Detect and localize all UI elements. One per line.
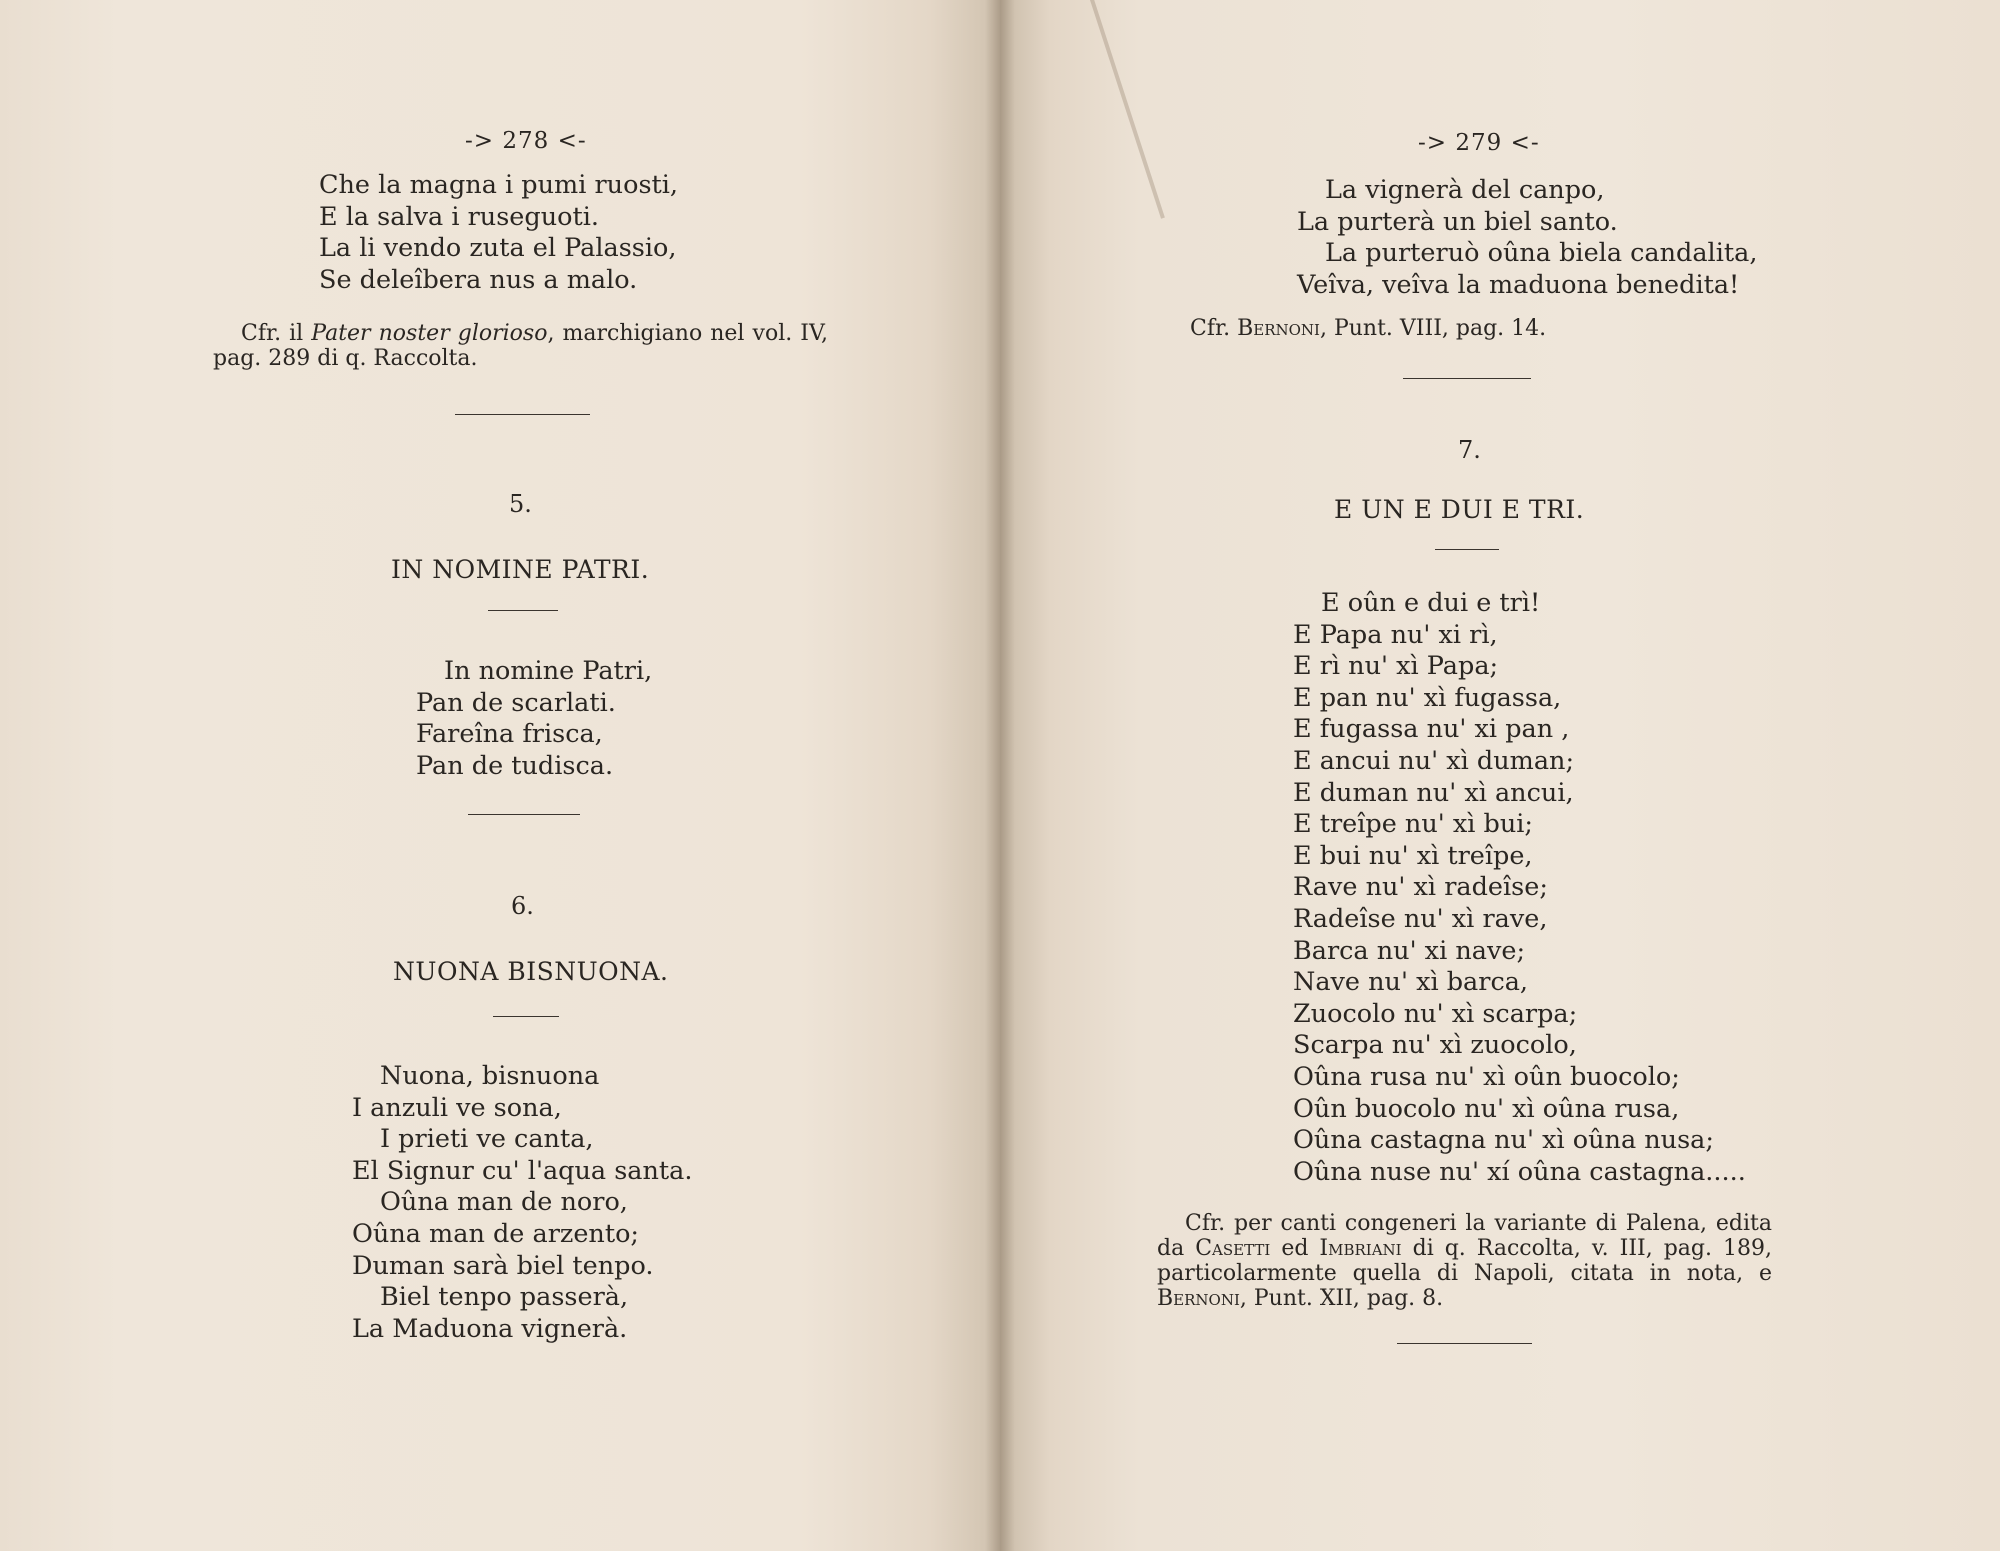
section-number: 7.: [1458, 436, 1481, 464]
verse-line: Veîva, veîva la maduona benedita!: [1297, 269, 1740, 300]
verse-line: Pan de tudisca.: [416, 750, 614, 781]
verse-line: E pan nu' xì fugassa,: [1293, 682, 1562, 713]
verse-line: La Maduona vignerà.: [352, 1313, 628, 1344]
page-number: -> 278 <-: [465, 128, 587, 154]
verse-line: Biel tenpo passerà,: [380, 1282, 629, 1313]
verse-line: La vignerà del canpo,: [1325, 175, 1605, 205]
footnote: Cfr. il Pater noster glorioso, marchigiano nel vol. IV, pag. 289 di q. Raccolta.: [213, 321, 828, 371]
verse-line: Oûna man de arzento;: [352, 1218, 640, 1249]
verse-line: E rì nu' xì Papa;: [1293, 651, 1499, 682]
verse-line: In nomine Patri,: [444, 656, 653, 686]
verse-line: Duman sarà biel tenpo.: [352, 1250, 654, 1281]
footnote: Cfr. Bernoni, Punt. VIII, pag. 14.: [1190, 316, 1547, 341]
verse-line: Zuocolo nu' xì scarpa;: [1293, 998, 1578, 1029]
verse-line: Oûna man de noro,: [380, 1187, 628, 1218]
opening-verse: [1297, 175, 1757, 301]
verse-line: Oûn buocolo nu' xì oûna rusa,: [1293, 1093, 1680, 1124]
verse-line: Pan de scarlati.: [416, 687, 616, 718]
verse-line: E oûn e dui e trì!: [1321, 588, 1541, 618]
cited-title: Pater noster glorioso: [311, 321, 548, 346]
cited-author: Casetti: [1195, 1236, 1271, 1261]
verse-line: I prieti ve canta,: [380, 1124, 594, 1155]
section-verse: [1293, 588, 1746, 1188]
footnote: Cfr. per canti congeneri la variante di Palena, edita da Casetti ed Imbriani di q. Raccolta, v. III, pag. 189, particolarmente quella di Napoli, citata in nota, e Bernoni, Punt. XII, pag. 8.: [1157, 1211, 1772, 1311]
verse-line: La purteruò oûna biela candalita,: [1325, 238, 1758, 269]
verse-line: Rave nu' xì radeîse;: [1293, 872, 1548, 903]
verse-line: E duman nu' xì ancui,: [1293, 777, 1574, 808]
section-number: 5.: [509, 490, 532, 518]
title-rule: [488, 610, 558, 611]
cited-author: Bernoni: [1157, 1286, 1240, 1311]
section-verse: [416, 656, 652, 782]
cited-author: Imbriani: [1319, 1236, 1402, 1261]
title-rule: [1435, 549, 1499, 550]
section-divider: [1397, 1343, 1532, 1344]
verse-line: Nuona, bisnuona: [380, 1061, 600, 1091]
verse-line: E la salva i ruseguoti.: [319, 201, 600, 232]
section-title: NUONA BISNUONA.: [393, 957, 669, 986]
verse-line: Scarpa nu' xì zuocolo,: [1293, 1030, 1577, 1061]
verse-line: I anzuli ve sona,: [352, 1092, 562, 1123]
cited-author: Bernoni: [1237, 316, 1320, 341]
verse-line: Oûna nuse nu' xí oûna castagna.....: [1293, 1156, 1746, 1187]
verse-line: E bui nu' xì treîpe,: [1293, 840, 1533, 871]
verse-line: E ancui nu' xì duman;: [1293, 745, 1575, 776]
verse-line: Oûna rusa nu' xì oûn buocolo;: [1293, 1061, 1680, 1092]
verse-line: Che la magna i pumi ruosti,: [319, 170, 679, 200]
verse-line: Oûna castagna nu' xì oûna nusa;: [1293, 1125, 1714, 1156]
verse-line: Nave nu' xì barca,: [1293, 967, 1529, 998]
title-rule: [493, 1016, 559, 1017]
verse-line: La li vendo zuta el Palassio,: [319, 233, 677, 264]
section-divider: [455, 414, 590, 415]
section-divider: [1403, 378, 1531, 379]
verse-line: E fugassa nu' xi pan ,: [1293, 714, 1570, 745]
section-title: IN NOMINE PATRI.: [391, 555, 650, 584]
opening-verse: [319, 170, 678, 296]
page-number: -> 279 <-: [1418, 130, 1540, 156]
verse-line: El Signur cu' l'aqua santa.: [352, 1155, 693, 1186]
section-divider: [468, 814, 580, 815]
section-number: 6.: [511, 892, 534, 920]
section-verse: [352, 1061, 692, 1345]
verse-line: Se deleîbera nus a malo.: [319, 264, 638, 295]
book-gutter: [985, 0, 1015, 1551]
verse-line: E Papa nu' xi rì,: [1293, 619, 1498, 650]
section-title: E UN E DUI E TRI.: [1334, 495, 1585, 524]
verse-line: Barca nu' xi nave;: [1293, 935, 1526, 966]
verse-line: La purterà un biel santo.: [1297, 206, 1618, 237]
verse-line: Radeîse nu' xì rave,: [1293, 903, 1548, 934]
verse-line: E treîpe nu' xì bui;: [1293, 809, 1534, 840]
right-page: [1000, 0, 2000, 1551]
verse-line: Fareîna frisca,: [416, 719, 603, 750]
